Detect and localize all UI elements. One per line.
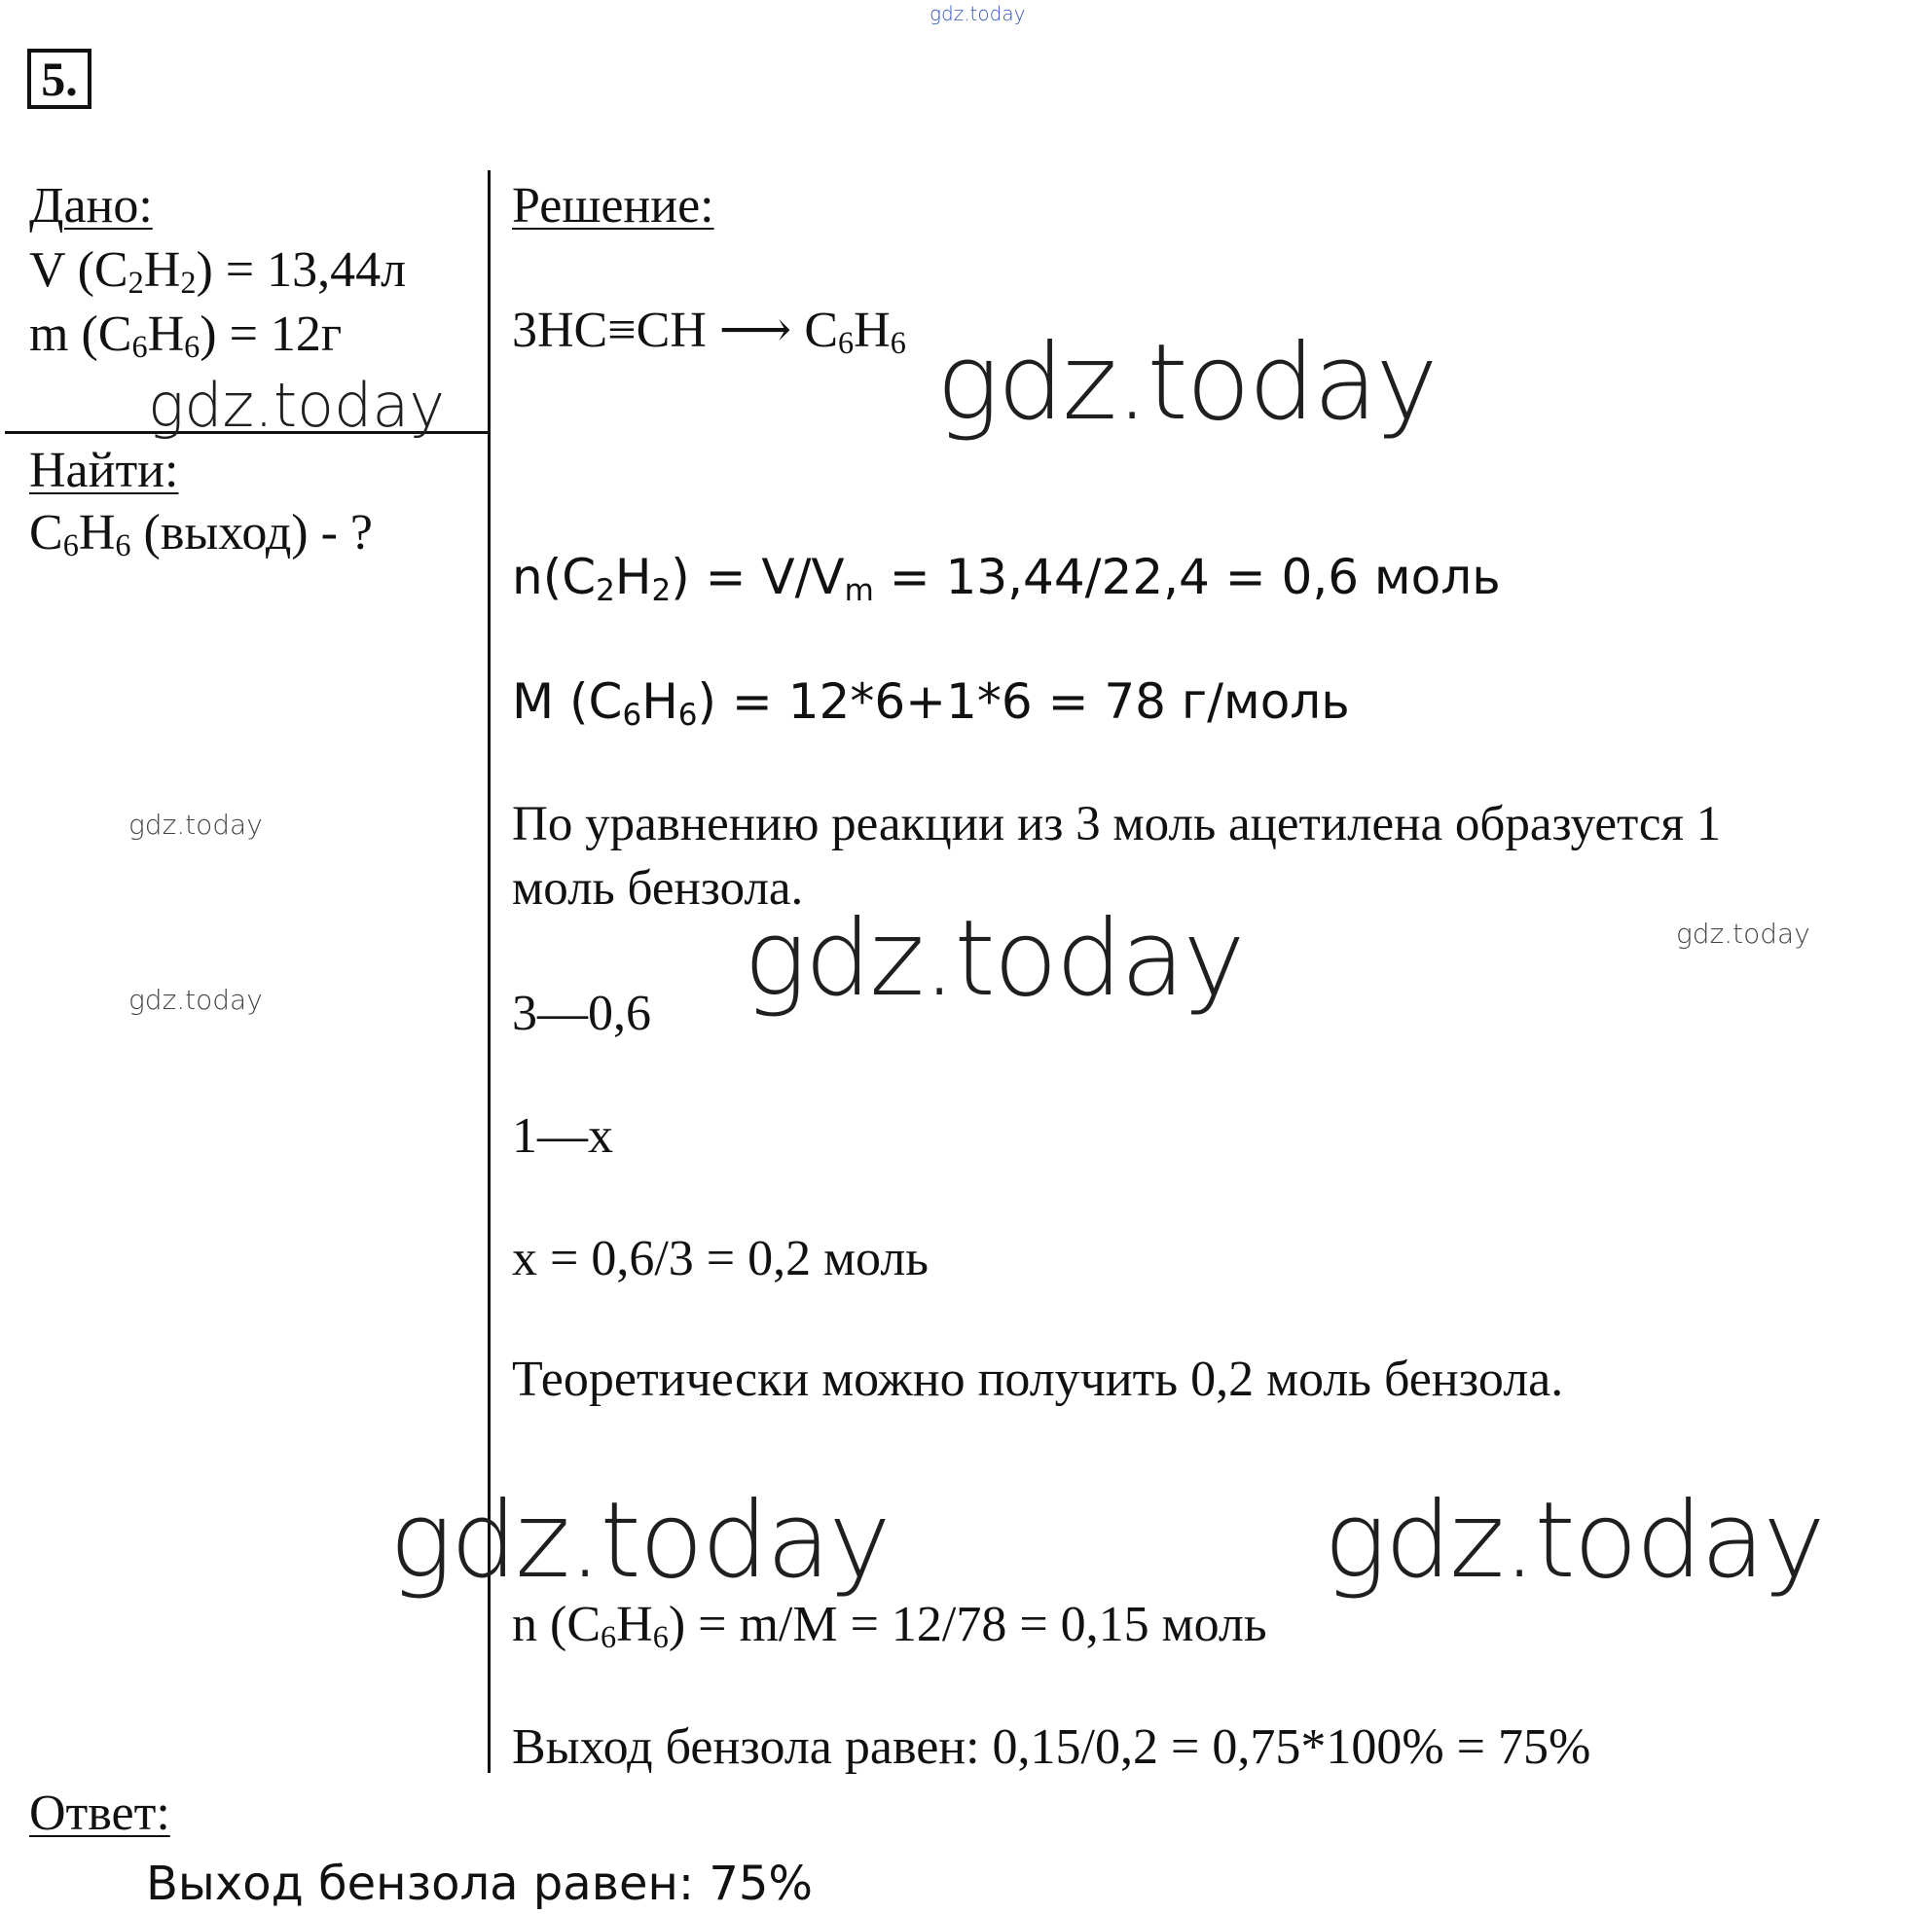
x-calculation: x = 0,6/3 = 0,2 моль <box>512 1231 929 1286</box>
reaction-equation: 3HC≡CH ⟶ $C_6H_6$ <box>512 303 906 361</box>
ratio-text-line2: моль бензола. <box>512 861 804 916</box>
watermark-large-3: gdz.today <box>389 1480 890 1602</box>
watermark-large-2: gdz.today <box>744 898 1244 1020</box>
answer-text: Выход бензола равен: 75% <box>146 1857 814 1911</box>
answer-heading: Ответ: <box>29 1786 170 1841</box>
watermark-small-1: gdz.today <box>128 809 263 841</box>
proportion-line1: 3—0,6 <box>512 986 651 1041</box>
moles-benzene-formula: n $(C_6H_6) = m/M = 12/78 = 0,15$ моль <box>512 1597 1267 1655</box>
theoretical-yield-text: Теоретически можно получить 0,2 моль бензола. <box>512 1352 1564 1407</box>
molar-mass-benzene-formula: M $(C_6H_6) = 12*6+1*6 = 78$ г/моль <box>512 673 1350 733</box>
given-volume-line: V $(C_2H_2) = 13,44л$ <box>29 242 407 301</box>
given-heading: Дано: <box>29 178 153 234</box>
problem-number-box <box>27 49 91 109</box>
find-heading: Найти: <box>29 443 179 498</box>
moles-acetylene-formula: $n(C_2H_2) = V/V_m = 13,44/22,4 = 0,6$ моль <box>512 549 1501 608</box>
watermark-small-3: gdz.today <box>1676 918 1810 950</box>
proportion-line2: 1—x <box>512 1108 613 1164</box>
watermark-large-1: gdz.today <box>936 322 1437 444</box>
yield-calculation: Выход бензола равен: 0,15/0,2 = 0,75*100% = 75% <box>512 1719 1591 1775</box>
watermark-top: gdz.today <box>930 2 1026 25</box>
watermark-large-4: gdz.today <box>1324 1480 1824 1602</box>
given-mass-line: m $(C_6H_6) = 12г$ <box>29 307 343 365</box>
solution-heading: Решение: <box>512 178 714 234</box>
problem-number: 5. <box>41 52 78 106</box>
ratio-text-line1: По уравнению реакции из 3 моль ацетилена образуется 1 <box>512 797 1722 851</box>
watermark-given: gdz.today <box>148 370 446 441</box>
watermark-small-2: gdz.today <box>128 984 263 1016</box>
find-line: $C_6H_6$ (выход) - ? <box>29 505 373 563</box>
